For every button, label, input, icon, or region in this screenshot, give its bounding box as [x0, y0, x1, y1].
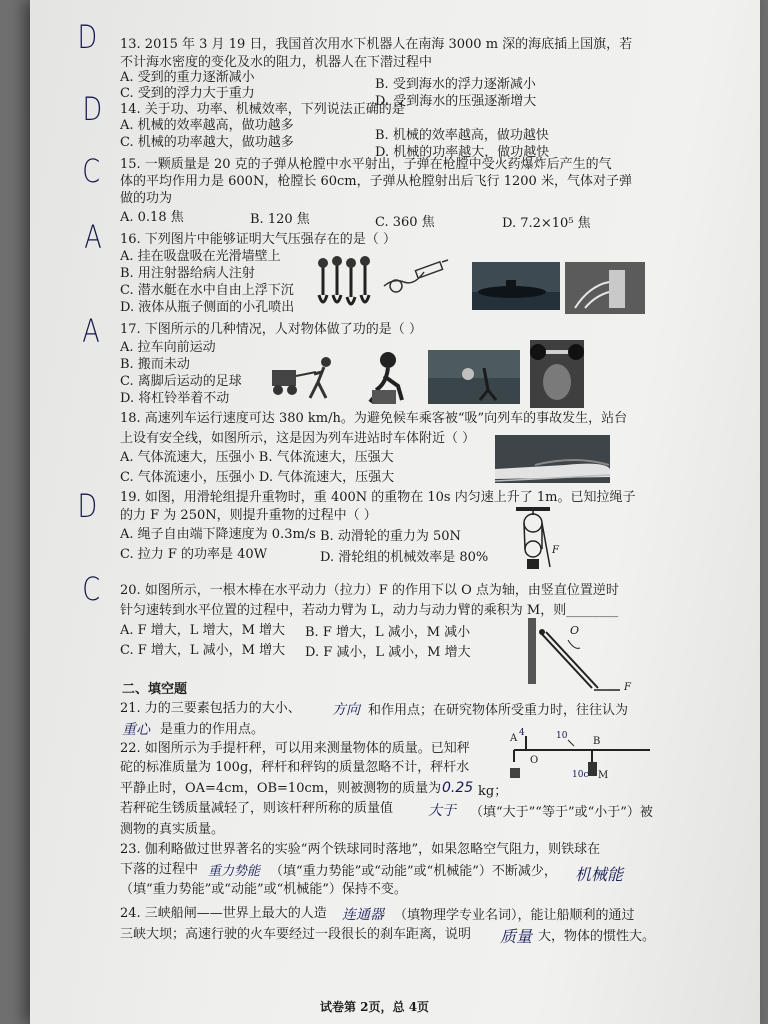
q22-text-2: 砣的标准质量为 100g，秤杆和秤钩的质量忽略不计，秤杆水 — [120, 760, 470, 775]
q16-option-a: A. 挂在吸盘吸在光滑墙壁上 — [120, 249, 281, 264]
q17-barbell-image — [530, 340, 584, 408]
q22-label-m: M — [598, 770, 609, 781]
q15-stem-3: 做的功为 — [120, 191, 173, 206]
q15-stem-2: 体的平均作用力是 600N，枪膛长 60cm，子弹从枪膛射出后飞行 1200 米，气体对子弹 — [120, 174, 632, 189]
q15-stem-1: 15. 一颗质量是 20 克的子弹从枪膛中水平射出，子弹在枪膛中受火药爆炸后产生的气 — [120, 157, 612, 172]
q14-option-b: B. 机械的效率越高，做功越快 — [375, 128, 549, 143]
handwritten-answer-20: C — [82, 570, 101, 608]
q16-stem: 16. 下列图片中能够证明大气压强存在的是（ ） — [120, 232, 396, 247]
q20-option-b: B. F 增大，L 减小，M 减小 — [305, 625, 471, 640]
q13-stem-1: 13. 2015 年 3 月 19 日，我国首次用水下机器人在南海 3000 m 深的海底插上国旗，若 — [120, 37, 633, 52]
q22-label-a: A — [510, 733, 518, 744]
q16-option-b: B. 用注射器给病人注射 — [120, 266, 255, 281]
q22-text-6: （填“大于”“等于”或“小于”）被 — [470, 805, 653, 820]
q15-option-a: A. 0.18 焦 — [120, 210, 184, 225]
exam-page — [30, 0, 760, 1024]
handwritten-answer-14: D — [82, 90, 103, 128]
q18-options-cd: C. 气体流速小，压强小 D. 气体流速大，压强大 — [120, 470, 395, 485]
q23-answer-2: 机械能 — [575, 865, 624, 884]
q16-syringe-injection-image — [382, 258, 450, 298]
q17-lifting-box-image — [358, 350, 416, 406]
handwritten-answer-19: D — [77, 487, 98, 525]
q22-text-3: 平静止时，OA=4cm，OB=10cm，则被测物的质量为 — [120, 781, 442, 796]
q20-option-a: A. F 增大，L 增大，M 增大 — [120, 623, 286, 638]
q14-option-a: A. 机械的效率越高，做功越多 — [120, 118, 294, 133]
q22-label-o: O — [530, 755, 539, 766]
q23-text-4: （填“重力势能”或“动能”或“机械能”）保持不变。 — [120, 882, 407, 897]
q21-text-3: 是重力的作用点。 — [160, 722, 265, 737]
q24-text-4: 大，物体的惯性大。 — [538, 929, 656, 944]
q15-option-c: C. 360 焦 — [375, 215, 435, 230]
q22-note-100: 10c — [572, 770, 589, 780]
q20-force-label: F — [624, 682, 631, 693]
q22-answer-1: 0.25 — [442, 780, 474, 796]
q19-stem-1: 19. 如图，用滑轮组提升重物时，重 400N 的重物在 10s 内匀速上升了 1m。已知拉绳子 — [120, 490, 636, 505]
q20-option-d: D. F 减小，L 减小，M 增大 — [305, 645, 471, 660]
q19-option-b: B. 动滑轮的重力为 50N — [320, 529, 461, 544]
q21-answer-1: 方向 — [332, 702, 360, 718]
q24-text-3: 三峡大坝；高速行驶的火车要经过一段很长的刹车距离，说明 — [120, 927, 472, 942]
handwritten-answer-13: D — [77, 18, 98, 56]
q24-answer-2: 质量 — [500, 927, 533, 946]
q19-pulley-diagram — [508, 505, 558, 575]
q22-label-b: B — [593, 736, 601, 747]
page-footer: 试卷第 2页，总 4页 — [320, 1000, 430, 1014]
section-title: 二、填空题 — [122, 682, 188, 697]
q20-pivot-label: O — [570, 624, 580, 637]
q22-answer-2: 大于 — [428, 803, 456, 819]
q18-high-speed-train-image — [495, 435, 610, 483]
q19-stem-2: 的力 F 为 250N，则提升重物的过程中（ ） — [120, 508, 377, 523]
q14-stem: 14. 关于功、功率、机械效率，下列说法正确的是 — [120, 102, 405, 117]
q23-text-1: 23. 伽利略做过世界著名的实验“两个铁球同时落地”，如果忽略空气阻力，则铁球在 — [120, 842, 601, 857]
q21-text-2: 和作用点；在研究物体所受重力时，往往认为 — [368, 703, 629, 718]
q16-submarine-image — [472, 262, 560, 310]
q21-text-1: 21. 力的三要素包括力的大小、 — [120, 701, 301, 716]
q16-suction-cup-hooks-image — [315, 255, 385, 315]
q17-football-image — [428, 350, 520, 404]
q18-stem-2: 上设有安全线，如图所示，这是因为列车进站时车体附近（ ） — [120, 431, 476, 446]
q22-text-1: 22. 如图所示为手提杆秤，可以用来测量物体的质量。已知秤 — [120, 741, 470, 756]
q24-text-1: 24. 三峡船闸——世界上最大的人造 — [120, 906, 327, 921]
q13-option-c: C. 受到的浮力大于重力 — [120, 86, 255, 101]
q13-stem-2: 不计海水密度的变化及水的阻力，机器人在下潜过程中 — [120, 55, 433, 70]
q23-text-3: （填“重力势能”或“动能”或“机械能”）不断减少， — [270, 864, 557, 879]
handwritten-answer-17: A — [82, 312, 100, 350]
q23-text-2: 下落的过程中 — [120, 862, 199, 877]
q21-answer-2: 重心 — [122, 722, 150, 738]
q15-option-d: D. 7.2×10⁵ 焦 — [502, 216, 591, 231]
q22-note-4: 4 — [519, 728, 525, 738]
q19-option-c: C. 拉力 F 的功率是 40W — [120, 547, 268, 562]
q20-option-c: C. F 增大，L 减小，M 增大 — [120, 643, 286, 658]
q14-option-d: D. 机械的功率越大，做功越快 — [375, 145, 550, 160]
q24-answer-1: 连通器 — [342, 907, 384, 923]
q17-option-b: B. 搬而未动 — [120, 357, 190, 372]
q17-option-a: A. 拉车向前运动 — [120, 340, 216, 355]
q19-option-d: D. 滑轮组的机械效率是 80% — [320, 550, 489, 565]
q14-option-c: C. 机械的功率越大，做功越多 — [120, 135, 294, 150]
q22-text-5: 若秤砣生锈质量减轻了，则该杆秤所称的质量值 — [120, 801, 394, 816]
q18-stem-1: 18. 高速列车运行速度可达 380 km/h。为避免候车乘客被“吸”向列车的事故发生，站台 — [120, 411, 628, 426]
q17-option-d: D. 将杠铃举着不动 — [120, 391, 230, 406]
q19-force-label: F — [552, 545, 559, 556]
handwritten-answer-16: A — [84, 218, 102, 256]
q22-text-4: kg； — [478, 784, 508, 799]
q13-option-a: A. 受到的重力逐渐减小 — [120, 70, 255, 85]
q16-bottle-spray-image — [565, 262, 645, 314]
q16-option-d: D. 液体从瓶子侧面的小孔喷出 — [120, 300, 295, 315]
q13-option-d: D. 受到海水的压强逐渐增大 — [375, 94, 537, 109]
q20-stem-2: 针匀速转到水平位置的过程中，若动力臂为 L，动力与动力臂的乘积为 M，则________ — [120, 603, 619, 618]
q19-option-a: A. 绳子自由端下降速度为 0.3m/s — [120, 527, 316, 542]
q15-option-b: B. 120 焦 — [250, 212, 310, 227]
q17-option-c: C. 离脚后运动的足球 — [120, 374, 242, 389]
q23-answer-1: 重力势能 — [208, 864, 261, 879]
q13-option-b: B. 受到海水的浮力逐渐减小 — [375, 77, 536, 92]
q17-stem: 17. 下图所示的几种情况，人对物体做了功的是（ ） — [120, 322, 422, 337]
q18-options-ab: A. 气体流速大，压强小 B. 气体流速大，压强大 — [120, 450, 394, 465]
q16-option-c: C. 潜水艇在水中自由上浮下沉 — [120, 283, 294, 298]
q17-pulling-cart-image — [270, 352, 350, 402]
handwritten-answer-15: C — [82, 152, 101, 190]
q22-note-10: 10 — [556, 731, 568, 741]
q22-text-7: 测物的真实质量。 — [120, 822, 225, 837]
q22-steelyard-diagram — [504, 728, 652, 790]
q20-stem-1: 20. 如图所示，一根木棒在水平动力（拉力）F 的作用下以 O 点为轴，由竖直位置逆时 — [120, 583, 619, 598]
q24-text-2: （填物理学专业名词），能让船顺利的通过 — [394, 908, 635, 923]
